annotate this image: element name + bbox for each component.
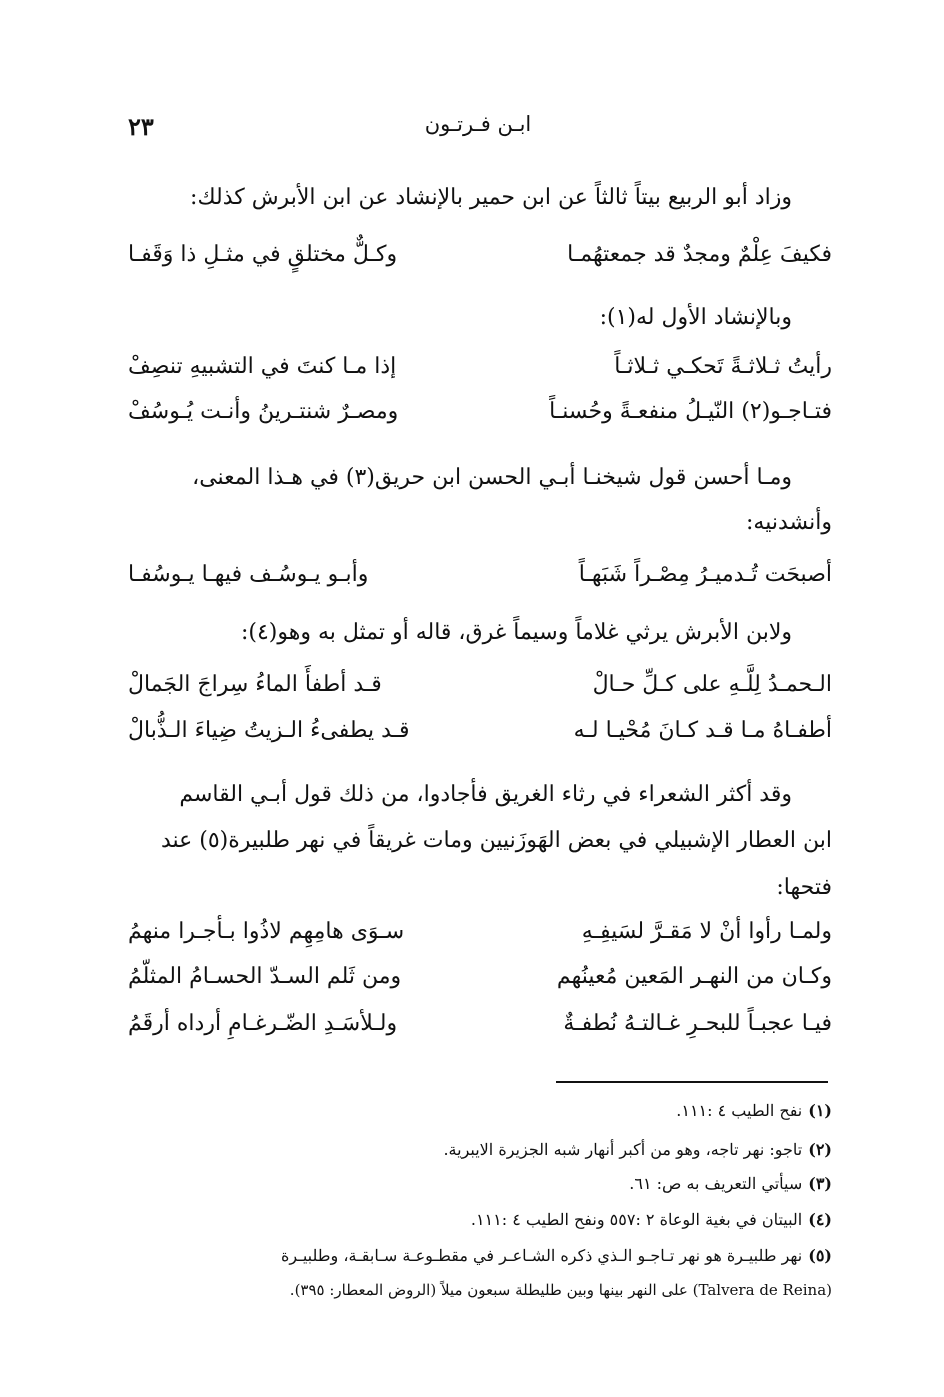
- verse-second-hemistich: سـوَى هامِهِم لاذُوا بـأجـرا منهمُ: [128, 919, 405, 944]
- footnote: [128, 1244, 832, 1268]
- verse-first-hemistich: أطفـاهُ مـا قـد كـانَ مُحْيـا لـه: [573, 718, 832, 743]
- verse-second-hemistich: ومن ثَلم السـدّ الحسـامُ المثلّمُ: [128, 964, 402, 989]
- footnote: [128, 1099, 832, 1123]
- verse-line: [128, 352, 832, 382]
- verse-first-hemistich: رأيتُ ثـلاثـةً تَحكـي ثـلاثـاً: [614, 354, 832, 379]
- verse-line: [128, 397, 832, 427]
- verse-second-hemistich: قـد أطفأَ الماءُ سِراجَ الجَمالْ: [128, 672, 382, 697]
- paragraph-line: وأنشدنيه:: [745, 510, 832, 535]
- paragraph-line: وقد أكثر الشعراء في رثاء الغريق فأجادوا، من ذلك قول أبـي القاسم: [179, 782, 792, 807]
- verse-first-hemistich: ولمـا رأوا أنْ لا مَقـرَّ لسَيفِـهِ: [581, 919, 832, 944]
- paragraph-line: فتحها:: [776, 875, 832, 900]
- paragraph-line: وبالإنشاد الأول له(١):: [599, 305, 792, 330]
- footnote-number: (٢): [808, 1140, 832, 1159]
- paragraph-line: ابن العطار الإشبيلي في بعض الهَوزَنيين ومات غريقاً في نهر طلبيرة(٥) عند: [160, 828, 832, 853]
- verse-first-hemistich: وكـان من النهـر المَعين مُعينُهم: [556, 964, 832, 989]
- verse-second-hemistich: وأبـو يـوسُـف فيهـا يـوسُفـا: [128, 562, 369, 587]
- verse-line: [128, 240, 832, 270]
- footnote-number: (٥): [808, 1246, 832, 1265]
- footnote: [128, 1172, 832, 1196]
- footnote-continuation: (Talvera de Reina) على النهر بينها وبين طليطلة سبعون ميلاً (الروض المعطار: ٣٩٥).: [289, 1281, 832, 1299]
- page-number: ٢٣: [128, 112, 154, 141]
- verse-line: [128, 917, 832, 947]
- footnote-text: سيأتي التعريف به ص: ٦١.: [629, 1174, 803, 1193]
- verse-first-hemistich: فيـا عجبـاً للبحـرِ غـالتـهُ نُطفـةٌ: [563, 1011, 832, 1036]
- verse-line: [128, 962, 832, 992]
- verse-line: [128, 716, 832, 746]
- paragraph-line: وزاد أبو الربيع بيتاً ثالثاً عن ابن حمير بالإنشاد عن ابن الأبرش كذلك:: [190, 185, 792, 210]
- verse-second-hemistich: وكـلٌّ مختلقٍ في مثـلِ ذا وَقَفـا: [128, 242, 398, 267]
- footnote: [128, 1208, 832, 1232]
- verse-line: [128, 560, 832, 590]
- page-header: [128, 112, 828, 152]
- paragraph-line: ولابن الأبرش يرثي غلاماً وسيماً غرق، قاله أو تمثل به وهو(٤):: [240, 620, 792, 645]
- verse-second-hemistich: ومصـرٌ شنتـرينُ وأنـت يُـوسُفْ: [128, 399, 399, 424]
- verse-first-hemistich: فكيفَ عِلْمٌ ومجدٌ قد جمعتهُمـا: [567, 242, 832, 267]
- footnote-text: تاجو: نهر تاجه، وهو من أكبر أنهار شبه الجزيرة الايبرية.: [443, 1140, 803, 1159]
- running-title: ابـن فـرتـون: [424, 112, 532, 136]
- footnote: [128, 1138, 832, 1162]
- verse-line: [128, 1009, 832, 1039]
- verse-second-hemistich: ولـلأسَـدِ الضّـرغـامِ أرداه أرقَمُ: [128, 1011, 398, 1036]
- footnote-text: البيتان في بغية الوعاة ٢ :٥٥٧ ونفح الطيب ٤ :١١١.: [470, 1210, 803, 1229]
- footnote-separator: [556, 1081, 828, 1083]
- verse-first-hemistich: أصبحَت تُـدميـرُ مِصْـراً شَبَهـاً: [578, 562, 832, 587]
- footnote-text: نفح الطيب ٤ :١١١.: [676, 1101, 803, 1120]
- footnote-text: نهر طلبيـرة هو نهر تـاجـو الـذي ذكره الشـاعـر في مقطـوعـة سـابقـة، وطلبيـرة: [280, 1246, 803, 1265]
- verse-line: [128, 670, 832, 700]
- footnote-number: (٤): [808, 1210, 832, 1229]
- footnote-number: (١): [808, 1101, 832, 1120]
- verse-second-hemistich: إذا مـا كنتَ في التشبيهِ تنصِفْ: [128, 354, 397, 379]
- verse-second-hemistich: قـد يطفىءُ الـزيتُ ضِياءَ الـذُّبالْ: [128, 718, 410, 743]
- paragraph-line: ومـا أحسن قول شيخنـا أبـي الحسن ابن حريق(٣) في هـذا المعنى،: [192, 465, 792, 490]
- footnote-number: (٣): [808, 1174, 832, 1193]
- verse-first-hemistich: الـحمـدُ لِلَّـهِ على كـلِّ حـالْ: [592, 672, 832, 697]
- verse-first-hemistich: فتـاجـو(٢) النّيـلُ منفعـةً وحُسنـاً: [549, 399, 832, 424]
